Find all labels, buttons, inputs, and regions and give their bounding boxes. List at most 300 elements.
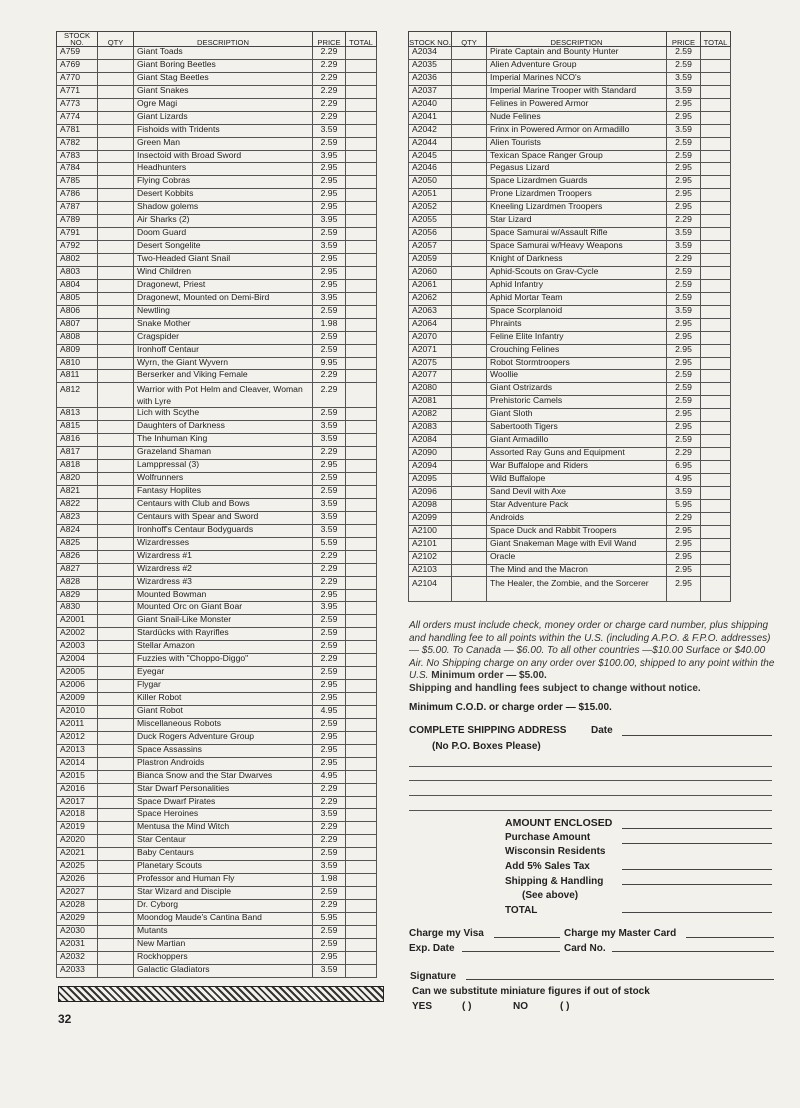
total-cell[interactable] [346, 667, 377, 680]
total-cell[interactable] [346, 809, 377, 822]
description: Giant Armadillo [487, 435, 667, 448]
qty-cell[interactable] [452, 254, 487, 267]
qty-cell[interactable] [452, 137, 487, 150]
total-cell[interactable] [346, 228, 377, 241]
stock-no: A2045 [409, 150, 452, 163]
qty-cell[interactable] [98, 615, 134, 628]
qty-cell[interactable] [98, 383, 134, 408]
total-cell[interactable] [701, 189, 731, 202]
total-cell[interactable] [346, 150, 377, 163]
stock-no: A820 [57, 473, 98, 486]
qty-cell[interactable] [98, 537, 134, 550]
qty-cell[interactable] [452, 202, 487, 215]
total-cell[interactable] [346, 511, 377, 524]
shipping-handling-field[interactable] [622, 884, 772, 885]
qty-cell[interactable] [98, 72, 134, 85]
total-cell[interactable] [346, 887, 377, 900]
total-cell[interactable] [346, 47, 377, 60]
total-cell[interactable] [701, 215, 731, 228]
description: Oracle [487, 551, 667, 564]
qty-cell[interactable] [452, 59, 487, 72]
total-cell[interactable] [346, 266, 377, 279]
qty-cell[interactable] [98, 550, 134, 563]
stock-no: A2003 [57, 641, 98, 654]
description: Space Heroines [134, 809, 313, 822]
total-cell[interactable] [346, 318, 377, 331]
qty-cell[interactable] [98, 563, 134, 576]
total-cell[interactable] [346, 137, 377, 150]
total-cell[interactable] [346, 72, 377, 85]
description: Newtling [134, 305, 313, 318]
qty-cell[interactable] [98, 357, 134, 370]
total-cell[interactable] [346, 718, 377, 731]
qty-cell[interactable] [452, 564, 487, 577]
total-cell[interactable] [701, 473, 731, 486]
qty-cell[interactable] [98, 511, 134, 524]
qty-cell[interactable] [98, 783, 134, 796]
total-cell[interactable] [346, 486, 377, 499]
qty-cell[interactable] [98, 874, 134, 887]
qty-cell[interactable] [452, 279, 487, 292]
stock-no: A2006 [57, 680, 98, 693]
qty-cell[interactable] [98, 744, 134, 757]
description: Eyegar [134, 667, 313, 680]
total-cell[interactable] [346, 563, 377, 576]
qty-cell[interactable] [452, 435, 487, 448]
table-row [409, 318, 731, 331]
qty-cell[interactable] [98, 460, 134, 473]
address-line-3[interactable] [409, 795, 772, 796]
total-cell[interactable] [346, 912, 377, 925]
qty-cell[interactable] [98, 731, 134, 744]
total-cell[interactable] [346, 447, 377, 460]
qty-cell[interactable] [452, 266, 487, 279]
total-cell[interactable] [701, 47, 731, 60]
stock-no: A802 [57, 254, 98, 267]
qty-cell[interactable] [98, 848, 134, 861]
qty-cell[interactable] [452, 486, 487, 499]
qty-cell[interactable] [98, 718, 134, 731]
total-cell[interactable] [346, 59, 377, 72]
total-cell[interactable] [701, 72, 731, 85]
qty-cell[interactable] [452, 525, 487, 538]
description: The Mind and the Macron [487, 564, 667, 577]
total-cell[interactable] [346, 731, 377, 744]
total-cell[interactable] [701, 98, 731, 111]
total-cell[interactable] [701, 538, 731, 551]
qty-cell[interactable] [98, 486, 134, 499]
total-cell[interactable] [701, 292, 731, 305]
total-cell[interactable] [346, 861, 377, 874]
total-cell[interactable] [701, 176, 731, 189]
total-cell[interactable] [346, 615, 377, 628]
total-cell[interactable] [346, 163, 377, 176]
amount-enclosed-field[interactable] [622, 828, 772, 829]
price: 2.29 [313, 576, 346, 589]
qty-cell[interactable] [98, 641, 134, 654]
qty-cell[interactable] [452, 124, 487, 137]
total-cell[interactable] [701, 318, 731, 331]
total-cell[interactable] [346, 602, 377, 615]
qty-cell[interactable] [452, 448, 487, 461]
yes-checkbox[interactable]: ( ) [462, 1001, 472, 1012]
total-cell[interactable] [701, 137, 731, 150]
total-cell[interactable] [346, 460, 377, 473]
total-cell[interactable] [346, 641, 377, 654]
qty-cell[interactable] [98, 124, 134, 137]
qty-cell[interactable] [452, 318, 487, 331]
description: Centaurs with Spear and Sword [134, 511, 313, 524]
total-cell[interactable] [346, 421, 377, 434]
description: Giant Robot [134, 705, 313, 718]
qty-cell[interactable] [452, 72, 487, 85]
total-cell[interactable] [346, 848, 377, 861]
total-cell[interactable] [701, 435, 731, 448]
total-cell[interactable] [346, 550, 377, 563]
total-cell[interactable] [346, 822, 377, 835]
qty-cell[interactable] [98, 279, 134, 292]
qty-cell[interactable] [98, 589, 134, 602]
total-cell[interactable] [346, 344, 377, 357]
qty-cell[interactable] [452, 409, 487, 422]
qty-cell[interactable] [98, 900, 134, 913]
total-cell[interactable] [346, 124, 377, 137]
total-cell[interactable] [346, 215, 377, 228]
total-cell[interactable] [701, 564, 731, 577]
qty-cell[interactable] [452, 176, 487, 189]
qty-cell[interactable] [98, 770, 134, 783]
total-cell[interactable] [346, 938, 377, 951]
qty-cell[interactable] [452, 396, 487, 409]
total-cell[interactable] [701, 266, 731, 279]
address-line-2[interactable] [409, 780, 772, 781]
qty-cell[interactable] [98, 318, 134, 331]
qty-cell[interactable] [452, 215, 487, 228]
address-line-1[interactable] [409, 766, 772, 767]
total-cell[interactable] [701, 409, 731, 422]
date-field[interactable] [622, 735, 772, 736]
total-cell[interactable] [701, 422, 731, 435]
qty-cell[interactable] [98, 370, 134, 383]
minimum-order: Minimum order — $5.00. [431, 670, 547, 681]
qty-cell[interactable] [98, 628, 134, 641]
price: 3.59 [313, 861, 346, 874]
total-cell[interactable] [701, 331, 731, 344]
qty-cell[interactable] [452, 577, 487, 602]
qty-cell[interactable] [98, 964, 134, 977]
total-cell[interactable] [346, 370, 377, 383]
description: Flying Cobras [134, 176, 313, 189]
total-cell[interactable] [346, 279, 377, 292]
exp-date-field[interactable] [462, 951, 560, 952]
qty-cell[interactable] [452, 85, 487, 98]
total-cell[interactable] [346, 254, 377, 267]
price: 2.95 [667, 111, 701, 124]
total-cell[interactable] [701, 577, 731, 602]
total-cell[interactable] [701, 344, 731, 357]
qty-cell[interactable] [452, 370, 487, 383]
address-line-4[interactable] [409, 810, 772, 811]
qty-cell[interactable] [452, 292, 487, 305]
total-cell[interactable] [701, 305, 731, 318]
qty-cell[interactable] [98, 667, 134, 680]
total-cell[interactable] [701, 163, 731, 176]
total-cell[interactable] [346, 757, 377, 770]
qty-cell[interactable] [452, 551, 487, 564]
qty-cell[interactable] [98, 447, 134, 460]
total-cell[interactable] [346, 305, 377, 318]
qty-cell[interactable] [98, 951, 134, 964]
no-checkbox[interactable]: ( ) [560, 1001, 570, 1012]
table-row [57, 757, 377, 770]
qty-cell[interactable] [452, 189, 487, 202]
qty-cell[interactable] [98, 176, 134, 189]
qty-cell[interactable] [452, 305, 487, 318]
signature-field[interactable] [466, 979, 774, 980]
total-cell[interactable] [346, 292, 377, 305]
total-cell[interactable] [346, 111, 377, 124]
total-cell[interactable] [346, 628, 377, 641]
total-cell[interactable] [701, 111, 731, 124]
total-cell[interactable] [346, 176, 377, 189]
qty-cell[interactable] [452, 228, 487, 241]
description: Robot Stormtroopers [487, 357, 667, 370]
total-cell[interactable] [346, 964, 377, 977]
visa-field[interactable] [494, 937, 560, 938]
total-cell[interactable] [346, 693, 377, 706]
total-cell[interactable] [346, 770, 377, 783]
qty-cell[interactable] [98, 59, 134, 72]
qty-cell[interactable] [98, 163, 134, 176]
table-row [409, 111, 731, 124]
stock-no: A2052 [409, 202, 452, 215]
total-cell[interactable] [701, 396, 731, 409]
qty-cell[interactable] [98, 241, 134, 254]
total-cell[interactable] [701, 124, 731, 137]
stock-no: A2060 [409, 266, 452, 279]
total-cell[interactable] [701, 486, 731, 499]
total-cell[interactable] [701, 499, 731, 512]
qty-cell[interactable] [452, 111, 487, 124]
qty-cell[interactable] [98, 498, 134, 511]
qty-cell[interactable] [452, 538, 487, 551]
qty-cell[interactable] [98, 228, 134, 241]
total-cell[interactable] [701, 59, 731, 72]
qty-cell[interactable] [98, 202, 134, 215]
description: Stellar Amazon [134, 641, 313, 654]
stock-no: A2011 [57, 718, 98, 731]
total-cell[interactable] [346, 951, 377, 964]
price: 3.59 [313, 511, 346, 524]
qty-cell[interactable] [452, 331, 487, 344]
qty-cell[interactable] [452, 461, 487, 474]
total-cell[interactable] [701, 254, 731, 267]
total-cell[interactable] [346, 744, 377, 757]
qty-cell[interactable] [452, 422, 487, 435]
qty-cell[interactable] [98, 137, 134, 150]
total-cell[interactable] [701, 461, 731, 474]
stock-no: A771 [57, 85, 98, 98]
qty-cell[interactable] [98, 925, 134, 938]
price: 2.95 [313, 680, 346, 693]
stock-no: A2016 [57, 783, 98, 796]
total-cell[interactable] [346, 241, 377, 254]
price: 2.59 [313, 938, 346, 951]
qty-cell[interactable] [452, 357, 487, 370]
total-cell[interactable] [701, 383, 731, 396]
total-cell[interactable] [346, 576, 377, 589]
qty-cell[interactable] [98, 912, 134, 925]
total-cell[interactable] [346, 189, 377, 202]
total-cell[interactable] [346, 680, 377, 693]
total-cell[interactable] [701, 228, 731, 241]
total-cell[interactable] [701, 241, 731, 254]
qty-cell[interactable] [98, 421, 134, 434]
stock-no: A2098 [409, 499, 452, 512]
total-cell[interactable] [346, 537, 377, 550]
total-cell[interactable] [701, 357, 731, 370]
qty-cell[interactable] [452, 383, 487, 396]
mastercard-field[interactable] [686, 937, 774, 938]
qty-cell[interactable] [452, 241, 487, 254]
qty-cell[interactable] [98, 85, 134, 98]
qty-cell[interactable] [98, 434, 134, 447]
qty-cell[interactable] [452, 98, 487, 111]
total-cell[interactable] [701, 512, 731, 525]
stock-no: A818 [57, 460, 98, 473]
qty-cell[interactable] [98, 576, 134, 589]
description: Headhunters [134, 163, 313, 176]
qty-cell[interactable] [98, 835, 134, 848]
stock-no: A2095 [409, 473, 452, 486]
qty-cell[interactable] [98, 887, 134, 900]
qty-cell[interactable] [452, 150, 487, 163]
total-cell[interactable] [346, 900, 377, 913]
sales-tax-field[interactable] [622, 869, 772, 870]
stock-no: A782 [57, 137, 98, 150]
table-row [57, 680, 377, 693]
total-cell[interactable] [346, 498, 377, 511]
qty-cell[interactable] [452, 499, 487, 512]
qty-cell[interactable] [98, 408, 134, 421]
qty-cell[interactable] [452, 473, 487, 486]
total-cell[interactable] [701, 279, 731, 292]
qty-cell[interactable] [98, 861, 134, 874]
total-cell[interactable] [701, 370, 731, 383]
total-cell[interactable] [346, 589, 377, 602]
qty-cell[interactable] [98, 809, 134, 822]
total-cell[interactable] [701, 448, 731, 461]
total-cell[interactable] [346, 434, 377, 447]
qty-cell[interactable] [98, 111, 134, 124]
card-no-field[interactable] [612, 951, 774, 952]
qty-cell[interactable] [98, 705, 134, 718]
qty-cell[interactable] [98, 938, 134, 951]
stock-no: A2044 [409, 137, 452, 150]
price: 3.59 [313, 124, 346, 137]
total-cell[interactable] [346, 654, 377, 667]
total-cell[interactable] [701, 150, 731, 163]
table-row [409, 72, 731, 85]
total-cell[interactable] [346, 202, 377, 215]
total-cell[interactable] [701, 85, 731, 98]
qty-cell[interactable] [98, 602, 134, 615]
signature-label: Signature [410, 971, 457, 982]
qty-cell[interactable] [98, 150, 134, 163]
total-cell[interactable] [701, 202, 731, 215]
qty-cell[interactable] [98, 344, 134, 357]
total-cell[interactable] [346, 383, 377, 408]
table-row [57, 72, 377, 85]
stock-no: A2015 [57, 770, 98, 783]
table-row [57, 796, 377, 809]
qty-cell[interactable] [98, 693, 134, 706]
table-row [57, 822, 377, 835]
table-row [409, 98, 731, 111]
purchase-amount-field[interactable] [622, 843, 772, 844]
total-cell[interactable] [346, 783, 377, 796]
qty-cell[interactable] [98, 524, 134, 537]
price: 2.59 [667, 279, 701, 292]
total-cell[interactable] [346, 85, 377, 98]
qty-cell[interactable] [98, 292, 134, 305]
qty-cell[interactable] [98, 47, 134, 60]
total-cell[interactable] [346, 473, 377, 486]
stock-no: A2080 [409, 383, 452, 396]
stock-no: A2032 [57, 951, 98, 964]
stock-no: A2082 [409, 409, 452, 422]
price: 2.59 [667, 150, 701, 163]
qty-cell[interactable] [98, 757, 134, 770]
total-cell[interactable] [346, 408, 377, 421]
total-cell[interactable] [701, 551, 731, 564]
table-row [409, 305, 731, 318]
total-cell[interactable] [346, 835, 377, 848]
qty-cell[interactable] [98, 680, 134, 693]
qty-cell[interactable] [98, 305, 134, 318]
qty-cell[interactable] [98, 215, 134, 228]
qty-cell[interactable] [452, 344, 487, 357]
qty-cell[interactable] [98, 331, 134, 344]
total-cell[interactable] [701, 525, 731, 538]
total-cell[interactable] [346, 331, 377, 344]
total-cell[interactable] [346, 357, 377, 370]
purchase-amount-label: Purchase Amount [505, 832, 591, 843]
qty-cell[interactable] [98, 654, 134, 667]
price: 4.95 [313, 770, 346, 783]
qty-cell[interactable] [452, 47, 487, 60]
total-cell[interactable] [346, 796, 377, 809]
total-field[interactable] [622, 912, 772, 913]
qty-cell[interactable] [452, 512, 487, 525]
qty-cell[interactable] [98, 822, 134, 835]
total-cell[interactable] [346, 524, 377, 537]
total-cell[interactable] [346, 705, 377, 718]
price: 2.95 [313, 744, 346, 757]
total-cell[interactable] [346, 98, 377, 111]
total-cell[interactable] [346, 874, 377, 887]
qty-cell[interactable] [452, 163, 487, 176]
qty-cell[interactable] [98, 189, 134, 202]
qty-cell[interactable] [98, 98, 134, 111]
qty-cell[interactable] [98, 473, 134, 486]
qty-cell[interactable] [98, 796, 134, 809]
stock-no: A2070 [409, 331, 452, 344]
qty-cell[interactable] [98, 254, 134, 267]
table-row [409, 47, 731, 60]
qty-cell[interactable] [98, 266, 134, 279]
total-cell[interactable] [346, 925, 377, 938]
